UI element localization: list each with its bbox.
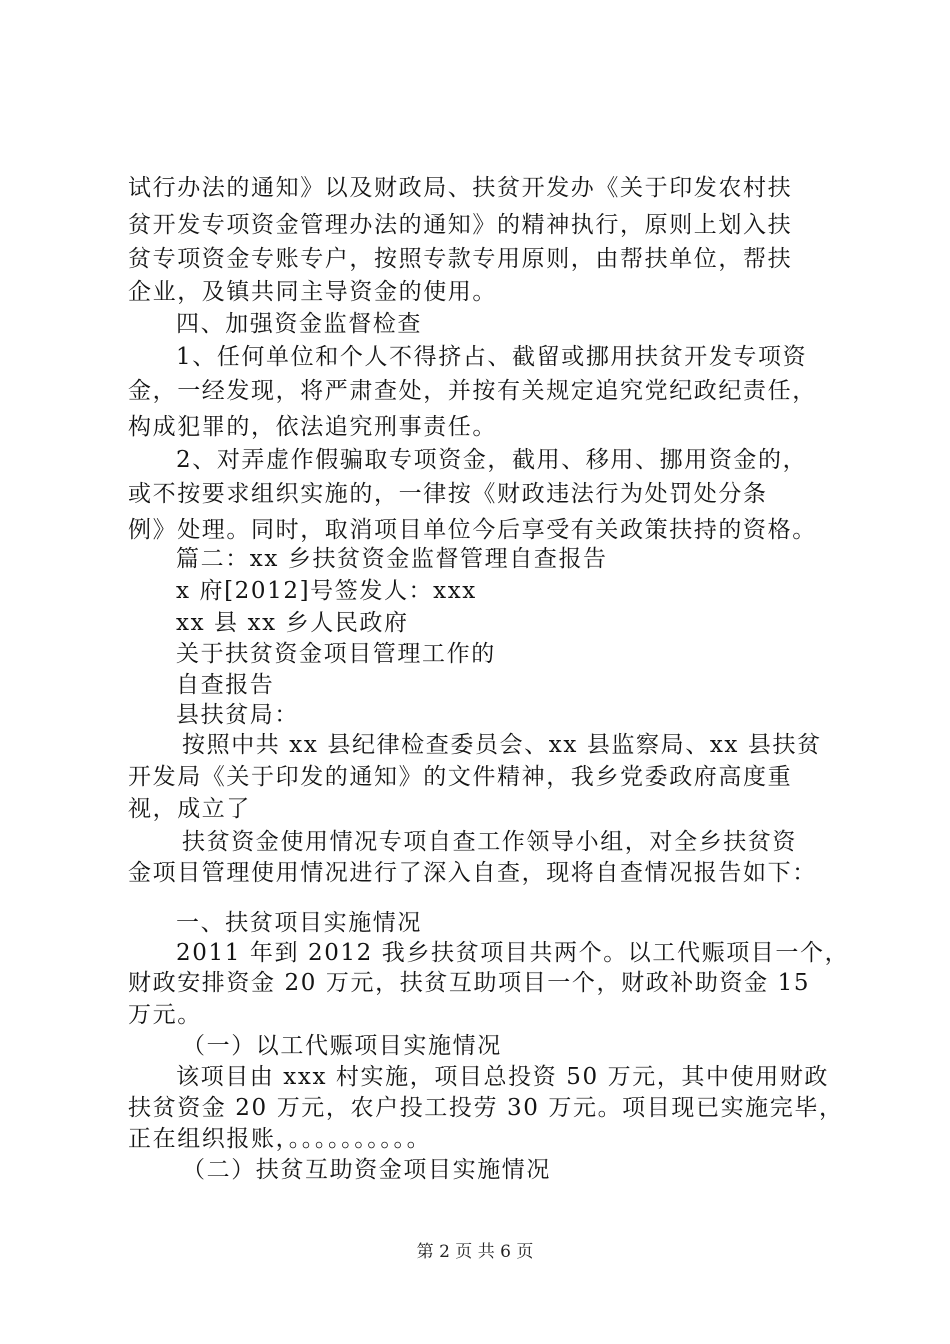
text-line: 2011 年到 2012 我乡扶贫项目共两个。以工代赈项目一个， [176, 940, 850, 966]
report-title-line: 关于扶贫资金项目管理工作的 [176, 641, 496, 667]
text-line: 2、对弄虚作假骗取专项资金，截用、移用、挪用资金的， [176, 447, 808, 473]
text-line: 试行办法的通知》以及财政局、扶贫开发办《关于印发农村扶 [128, 175, 793, 201]
text-line: 金，一经发现，将严肃查处，并按有关规定追究党纪政纪责任， [128, 378, 817, 404]
text-line: 按照中共 xx 县纪律检查委员会、xx 县监察局、xx 县扶贫 [182, 732, 822, 758]
text-line: 正在组织报账，。。。。。。。。。。 [128, 1126, 432, 1152]
text-line: 扶贫资金使用情况专项自查工作领导小组，对全乡扶贫资 [182, 829, 797, 855]
text-line: 财政安排资金 20 万元，扶贫互助项目一个，财政补助资金 15 [128, 970, 811, 996]
subsection-heading: （一）以工代赈项目实施情况 [182, 1033, 502, 1059]
text-line: 贫专项资金专账专户，按照专款专用原则，由帮扶单位，帮扶 [128, 246, 793, 272]
text-line: 该项目由 xxx 村实施，项目总投资 50 万元，其中使用财政 [176, 1064, 830, 1090]
text-line: 开发局《关于印发的通知》的文件精神，我乡党委政府高度重 [128, 764, 793, 790]
text-line: 视，成立了 [128, 796, 251, 822]
text-line: 万元。 [128, 1002, 202, 1028]
article-title: 篇二：xx 乡扶贫资金监督管理自查报告 [176, 546, 608, 572]
page-footer: 第 2 页 共 6 页 [416, 1242, 534, 1262]
text-line: 扶贫资金 20 万元，农户投工投劳 30 万元。项目现已实施完毕， [128, 1095, 844, 1121]
text-line: 例》处理。同时，取消项目单位今后享受有关政策扶持的资格。 [128, 517, 817, 543]
text-line: 或不按要求组织实施的，一律按《财政违法行为处罚处分条 [128, 481, 768, 507]
section-heading: 四、加强资金监督检查 [176, 311, 422, 337]
text-line: 金项目管理使用情况进行了深入自查，现将自查情况报告如下： [128, 860, 817, 886]
report-title-line: 自查报告 [176, 672, 275, 698]
text-line: 1、任何单位和个人不得挤占、截留或挪用扶贫开发专项资 [176, 344, 808, 370]
subsection-heading: （二）扶贫互助资金项目实施情况 [182, 1157, 551, 1183]
issuer-line: xx 县 xx 乡人民政府 [176, 610, 409, 636]
text-line: 构成犯罪的，依法追究刑事责任。 [128, 414, 497, 440]
text-line: 企业，及镇共同主导资金的使用。 [128, 279, 497, 305]
section-heading: 一、扶贫项目实施情况 [176, 910, 422, 936]
text-line: 贫开发专项资金管理办法的通知》的精神执行，原则上划入扶 [128, 212, 793, 238]
recipient-line: 县扶贫局： [176, 702, 299, 728]
document-number: x 府[2012]号签发人：xxx [176, 578, 477, 604]
